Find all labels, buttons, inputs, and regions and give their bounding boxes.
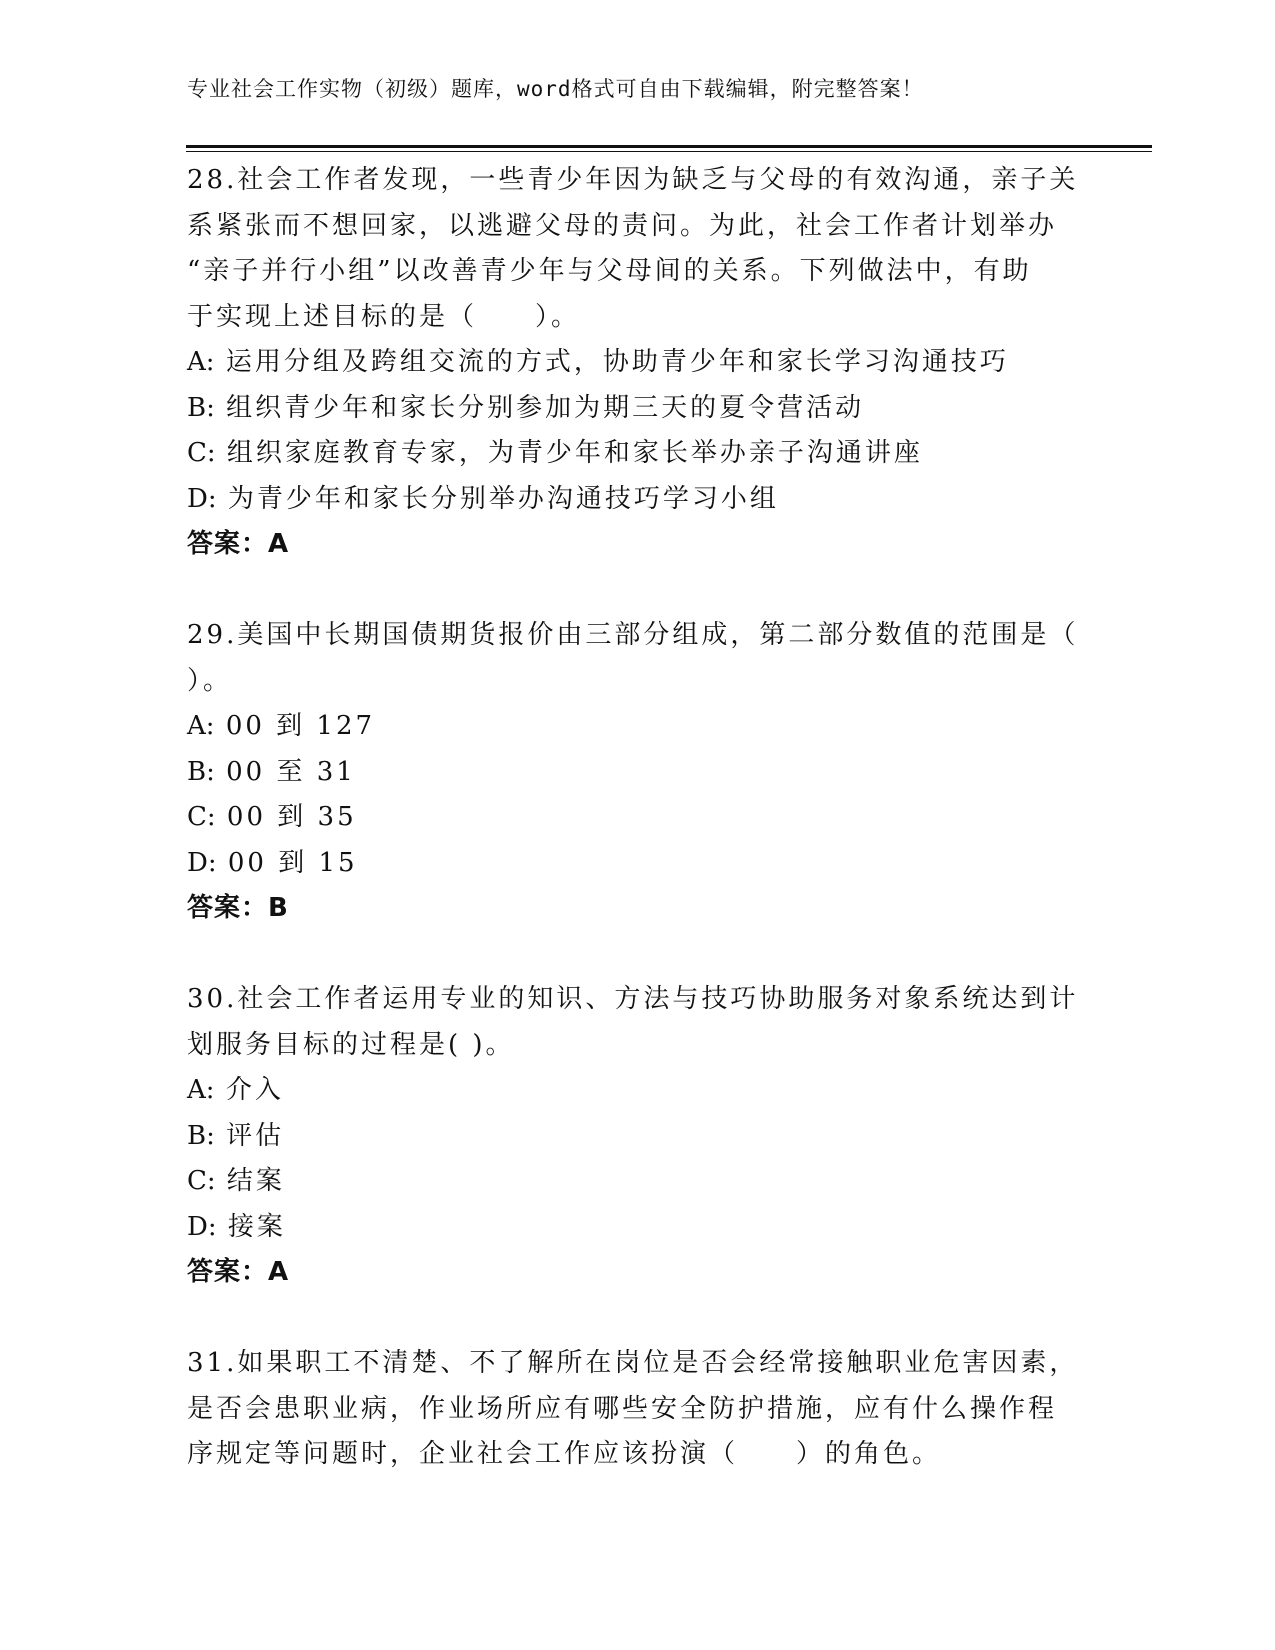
stem-line: 是否会患职业病，作业场所应有哪些安全防护措施，应有什么操作程 xyxy=(187,1393,1058,1424)
option-letter: D: xyxy=(187,1211,217,1242)
header-rule-thick xyxy=(186,145,1152,148)
question-30 xyxy=(187,977,1087,1296)
option-d xyxy=(187,841,1087,887)
option-text: 运用分组及跨组交流的方式，协助青少年和家长学习沟通技巧 xyxy=(225,347,1009,377)
option-text: 00 到 127 xyxy=(225,711,376,741)
option-letter: B: xyxy=(187,1120,215,1151)
option-text: 接案 xyxy=(227,1211,286,1242)
option-letter: A: xyxy=(187,347,215,377)
option-letter: B: xyxy=(187,392,215,423)
option-text: 介入 xyxy=(225,1075,284,1105)
question-stem xyxy=(187,158,1087,340)
header-rule-thin xyxy=(186,151,1152,152)
option-c xyxy=(187,1159,1087,1205)
stem-line: 31.如果职工不清楚、不了解所在岗位是否会经常接触职业危害因素， xyxy=(187,1348,1079,1378)
option-text: 组织家庭教育专家，为青少年和家长举办亲子沟通讲座 xyxy=(226,438,923,468)
stem-line: 系紧张而不想回家，以逃避父母的责问。为此，社会工作者计划举办 xyxy=(187,210,1058,241)
question-31 xyxy=(187,1341,1087,1478)
stem-line: 于实现上述目标的是（ ）。 xyxy=(187,301,581,332)
stem-line: ）。 xyxy=(187,665,233,696)
question-28 xyxy=(187,158,1087,568)
option-a xyxy=(187,704,1087,750)
option-a xyxy=(187,1068,1087,1114)
option-letter: A: xyxy=(187,711,215,741)
stem-line: 序规定等问题时，企业社会工作应该扮演（ ）的角色。 xyxy=(187,1439,942,1469)
option-letter: B: xyxy=(187,756,215,787)
option-b xyxy=(187,750,1087,796)
option-b xyxy=(187,386,1087,432)
answer-line: 答案：A xyxy=(187,529,290,559)
option-letter: C: xyxy=(187,802,216,832)
question-stem xyxy=(187,613,1087,704)
answer-line: 答案：B xyxy=(187,893,289,923)
option-list xyxy=(187,1068,1087,1250)
option-letter: C: xyxy=(187,1166,216,1196)
option-list xyxy=(187,704,1087,886)
option-a xyxy=(187,340,1087,386)
question-list xyxy=(187,158,1087,1478)
page-header: 专业社会工作实物（初级）题库，word格式可自由下载编辑，附完整答案！ xyxy=(187,77,924,101)
option-text: 组织青少年和家长分别参加为期三天的夏令营活动 xyxy=(226,392,865,423)
stem-line: 30.社会工作者运用专业的知识、方法与技巧协助服务对象系统达到计 xyxy=(187,984,1079,1014)
question-stem xyxy=(187,977,1087,1068)
option-text: 为青少年和家长分别举办沟通技巧学习小组 xyxy=(227,483,779,514)
option-c xyxy=(187,795,1087,841)
option-letter: D: xyxy=(187,847,217,878)
option-text: 00 至 31 xyxy=(226,756,356,787)
stem-line: “亲子并行小组”以改善青少年与父母间的关系。下列做法中，有助 xyxy=(187,256,1032,286)
option-d xyxy=(187,477,1087,523)
answer-line: 答案：A xyxy=(187,1257,290,1287)
option-letter: D: xyxy=(187,483,217,514)
question-29 xyxy=(187,613,1087,932)
option-c xyxy=(187,431,1087,477)
option-list xyxy=(187,340,1087,522)
option-d xyxy=(187,1205,1087,1251)
option-letter: A: xyxy=(187,1075,215,1105)
stem-line: 28.社会工作者发现，一些青少年因为缺乏与父母的有效沟通，亲子关 xyxy=(187,165,1079,195)
question-stem xyxy=(187,1341,1087,1478)
option-text: 00 到 35 xyxy=(226,802,357,832)
option-text: 结案 xyxy=(226,1166,285,1196)
option-text: 00 到 15 xyxy=(227,847,358,878)
option-letter: C: xyxy=(187,438,216,468)
stem-line: 29.美国中长期国债期货报价由三部分组成，第二部分数值的范围是（ xyxy=(187,620,1079,650)
option-b xyxy=(187,1114,1087,1160)
option-text: 评估 xyxy=(226,1120,285,1151)
stem-line: 划服务目标的过程是( )。 xyxy=(187,1029,515,1060)
